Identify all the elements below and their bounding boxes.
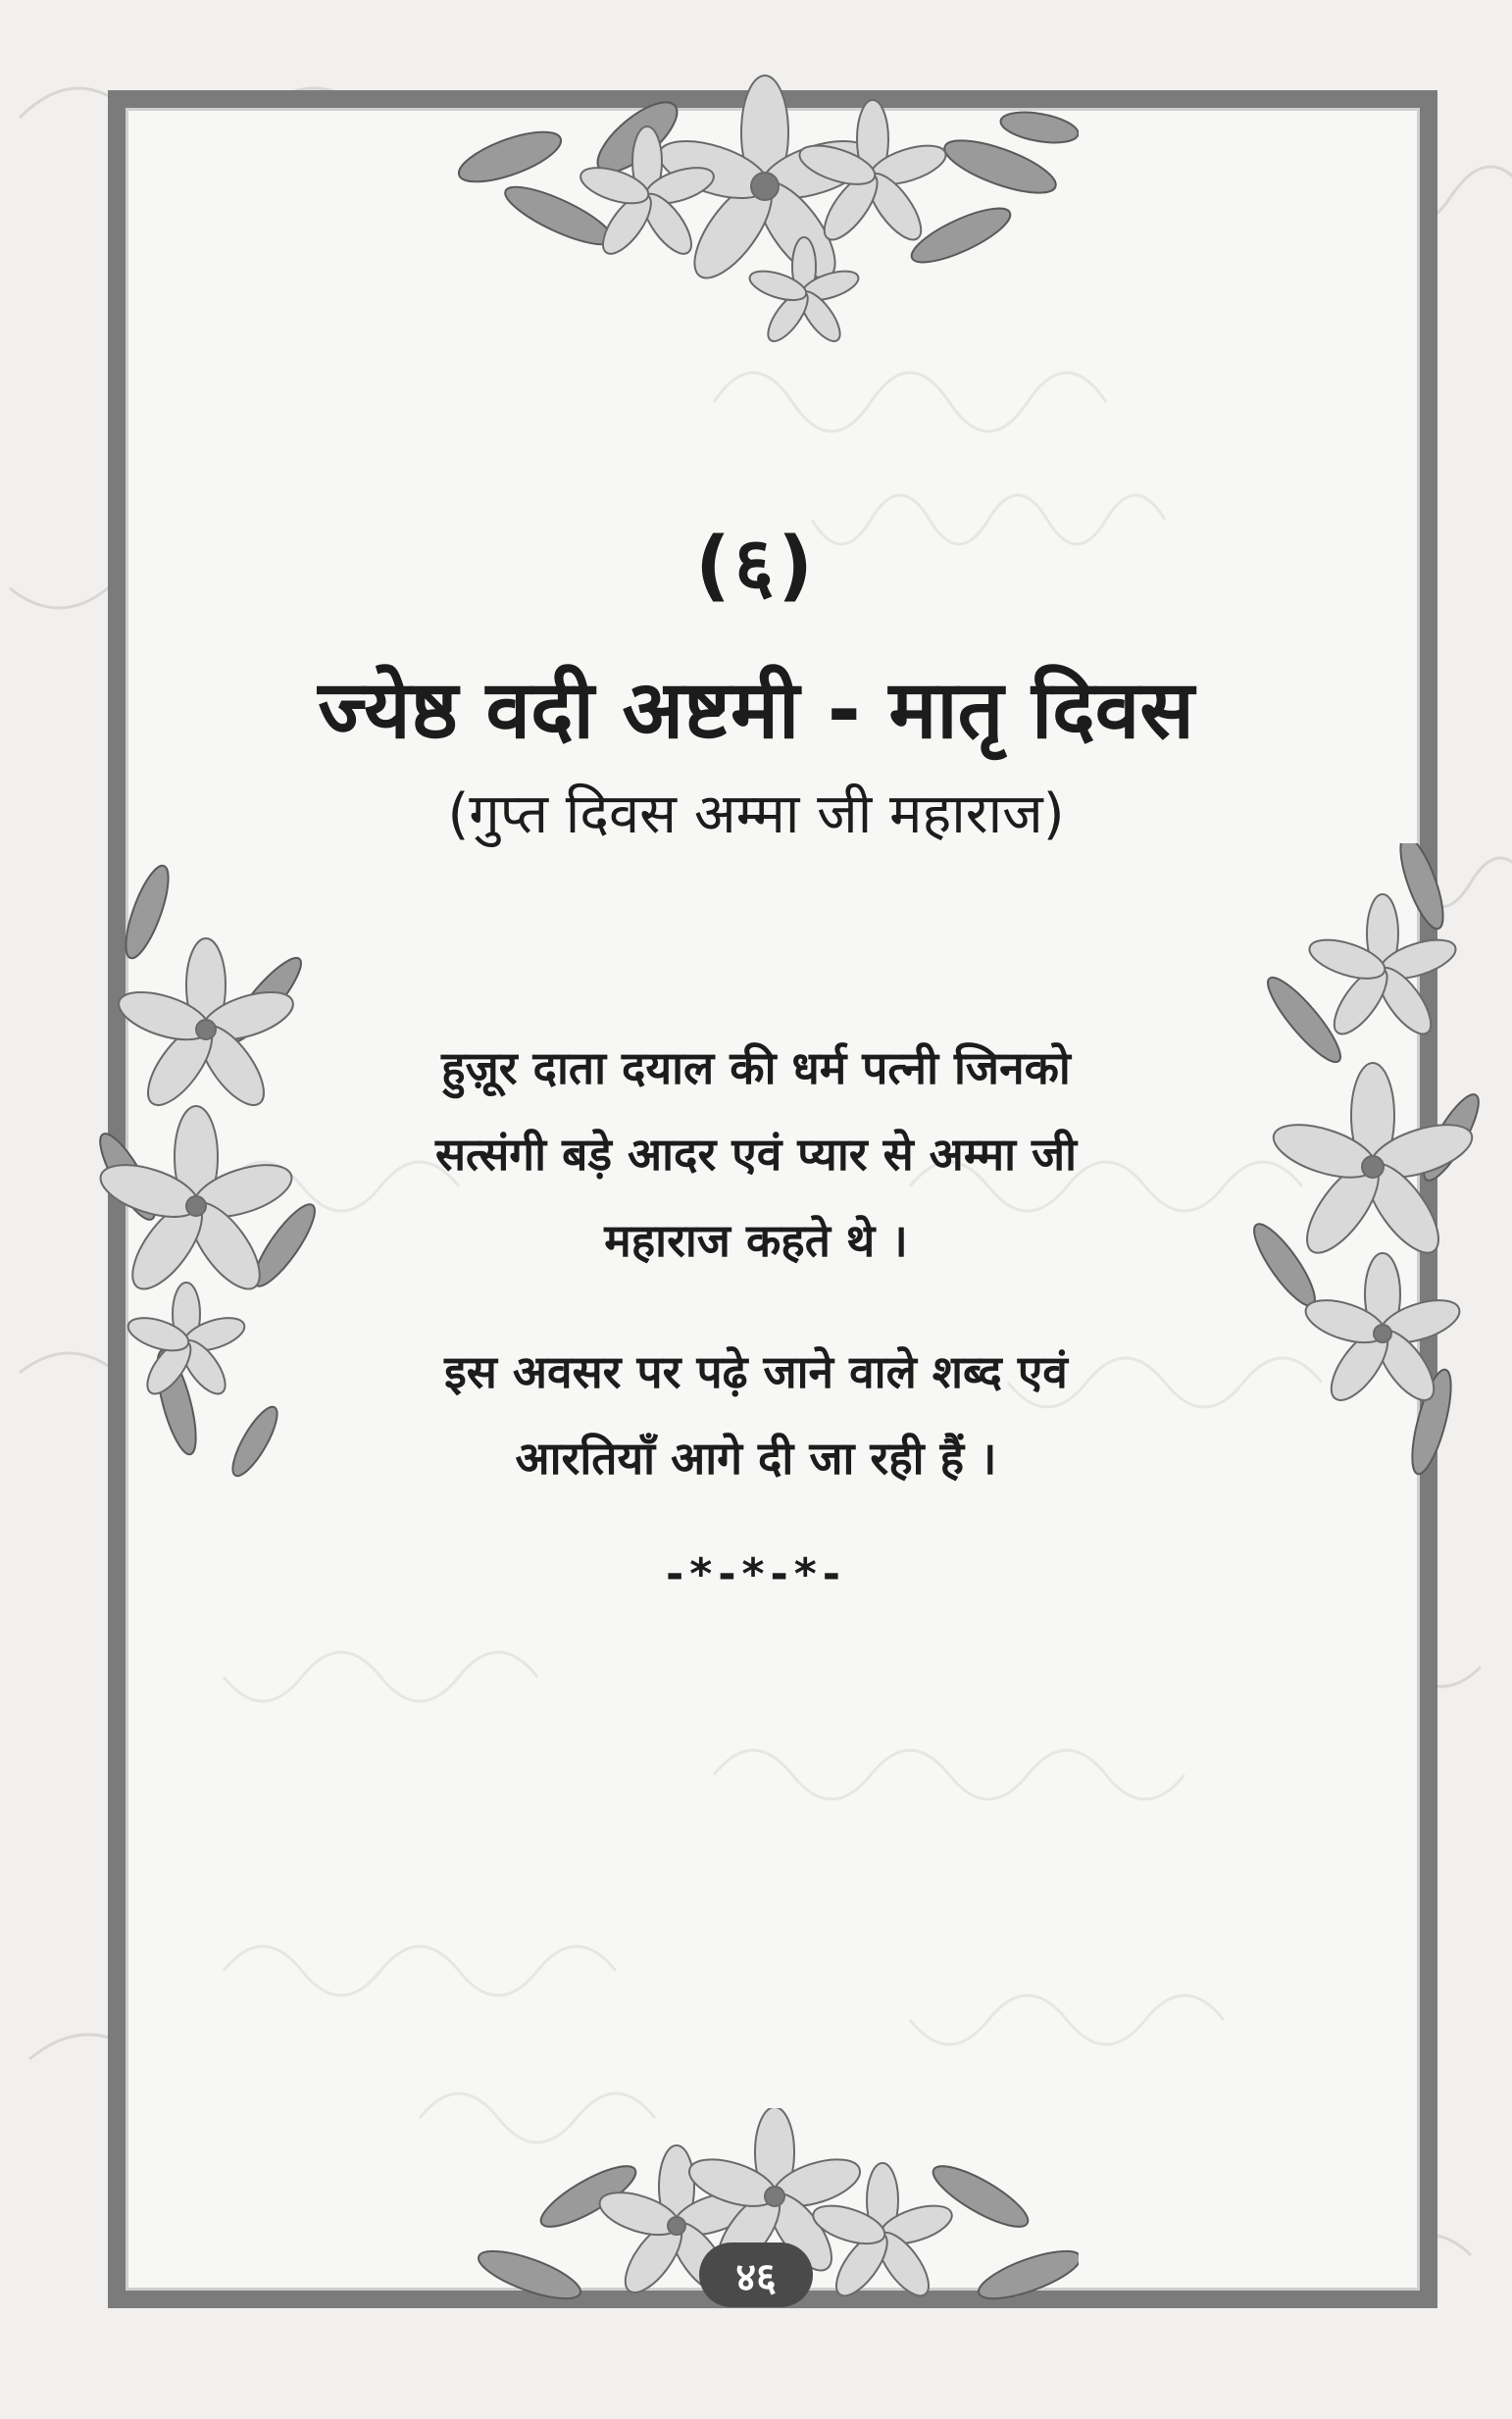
- paragraph-1-line: महाराज कहते थे ।: [604, 1214, 908, 1267]
- paragraph-2-line: आरतियाँ आगे दी जा रही हैं ।: [515, 1432, 997, 1485]
- page-number: ४६: [735, 2254, 777, 2300]
- paragraph-2: [0, 1329, 1512, 1501]
- page-title: ज्येष्ठ वदी अष्टमी - मातृ दिवस: [318, 664, 1194, 757]
- paragraph-1: [0, 1025, 1512, 1284]
- floral-top-icon: [451, 69, 1079, 343]
- section-separator: -*-*-*-: [665, 1549, 847, 1599]
- page-subtitle: (गुप्त दिवस अम्मा जी महाराज): [447, 782, 1065, 846]
- paragraph-2-line: इस अवसर पर पढ़े जाने वाले शब्द एवं: [444, 1345, 1068, 1398]
- chapter-number: (६): [695, 522, 817, 610]
- paragraph-1-line: हुज़ूर दाता दयाल की धर्म पत्नी जिनको: [441, 1041, 1071, 1094]
- paragraph-1-line: सत्संगी बड़े आदर एवं प्यार से अम्मा जी: [434, 1128, 1078, 1181]
- page-number-badge: [699, 2243, 813, 2307]
- floral-bottom-icon: [471, 2108, 1079, 2343]
